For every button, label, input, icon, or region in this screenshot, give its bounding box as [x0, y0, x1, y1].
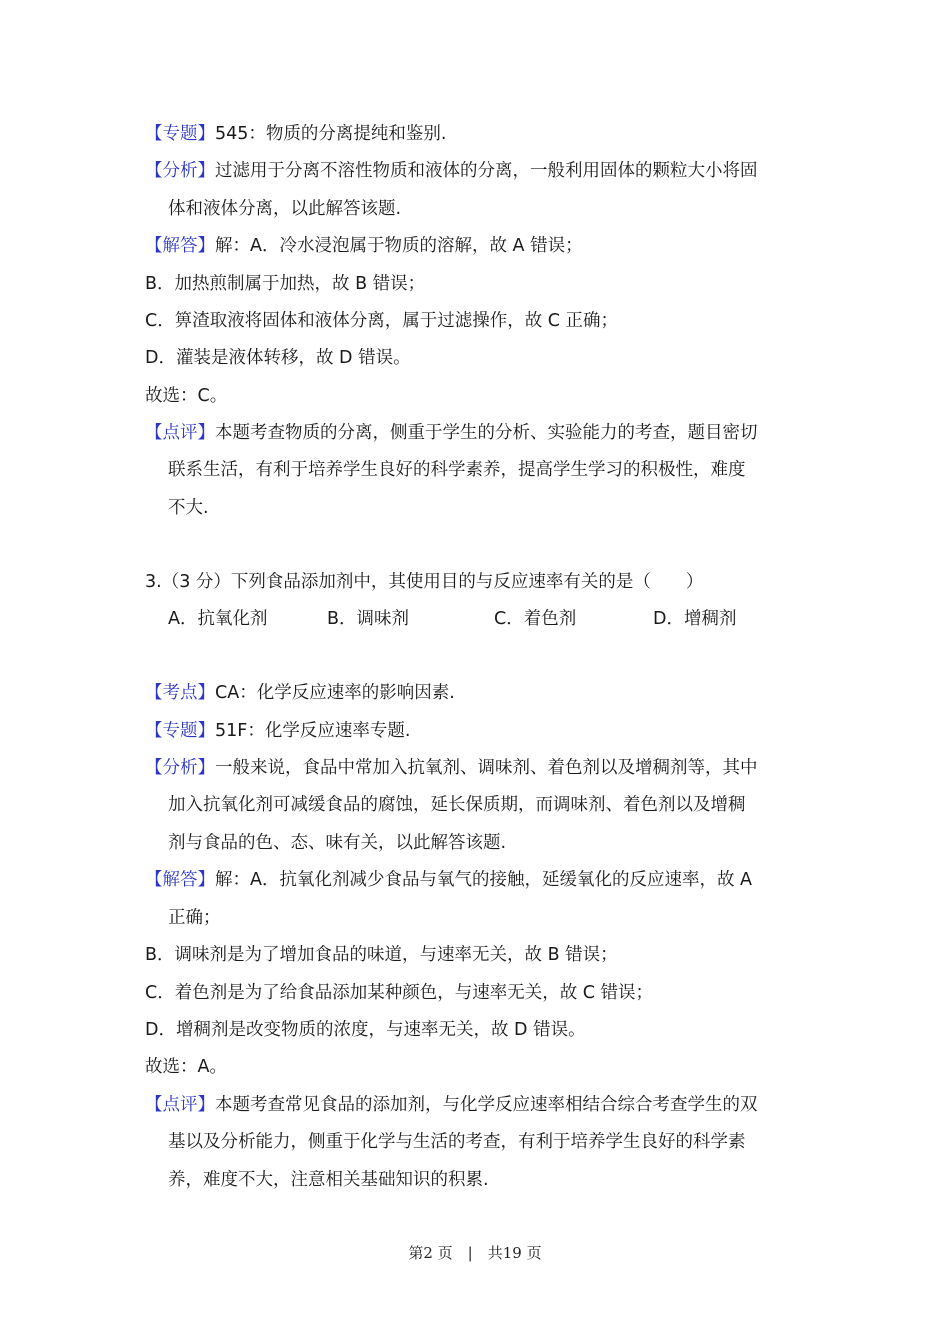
q3-answer-d: D．增稠剂是改变物质的浓度，与速率无关，故 D 错误。 — [145, 1020, 586, 1040]
jieda-tag: 【解答】 — [145, 870, 215, 890]
q3-jieda-line-2: 正确； — [168, 908, 221, 928]
q3-option-a: A．抗氧化剂 — [168, 609, 268, 629]
zhuanti-text: 545：物质的分离提纯和鉴别. — [215, 124, 447, 144]
q3-answer-b: B．调味剂是为了增加食品的味道，与速率无关，故 B 错误； — [145, 945, 618, 965]
kaodian-tag: 【考点】 — [145, 683, 215, 703]
q3-dianping-line-2: 基以及分析能力，侧重于化学与生活的考查，有利于培养学生良好的科学素 — [168, 1132, 746, 1152]
q3-dianping-line-3: 养，难度不大，注意相关基础知识的积累. — [168, 1170, 489, 1190]
q2-dianping-line-2: 联系生活，有利于培养学生良好的科学素养，提高学生学习的积极性，难度 — [168, 460, 746, 480]
q3-option-d: D．增稠剂 — [653, 609, 737, 629]
q2-dianping-line — [145, 420, 815, 446]
jieda-text: 解：A．抗氧化剂减少食品与氧气的接触，延缓氧化的反应速率，故 A — [215, 870, 753, 890]
jieda-text: 解：A．冷水浸泡属于物质的溶解，故 A 错误； — [215, 236, 583, 256]
q2-fenxi-line-2: 体和液体分离，以此解答该题. — [168, 199, 402, 219]
q3-jieda-line — [145, 867, 815, 893]
jieda-tag: 【解答】 — [145, 236, 215, 256]
q3-stem: 3.（3 分）下列食品添加剂中，其使用目的与反应速率有关的是（ ） — [145, 572, 704, 592]
dianping-text: 本题考查物质的分离，侧重于学生的分析、实验能力的考查，题目密切 — [215, 423, 758, 443]
q2-jieda-line — [145, 233, 815, 259]
dianping-text: 本题考查常见食品的添加剂，与化学反应速率相结合综合考查学生的双 — [215, 1095, 758, 1115]
zhuanti-tag: 【专题】 — [145, 124, 215, 144]
q3-answer-c: C．着色剂是为了给食品添加某种颜色，与速率无关，故 C 错误； — [145, 983, 654, 1003]
zhuanti-tag: 【专题】 — [145, 721, 215, 741]
q2-selection: 故选：C。 — [145, 386, 228, 406]
page-footer: 第2 页 | 共19 页 — [408, 1244, 542, 1262]
kaodian-text: CA：化学反应速率的影响因素. — [215, 683, 455, 703]
fenxi-text: 一般来说，食品中常加入抗氧剂、调味剂、着色剂以及增稠剂等，其中 — [215, 758, 758, 778]
q3-option-c: C．着色剂 — [494, 609, 577, 629]
q3-fenxi-line — [145, 755, 815, 781]
fenxi-tag: 【分析】 — [145, 161, 215, 181]
q2-answer-b: B．加热煎制属于加热，故 B 错误； — [145, 274, 426, 294]
q3-fenxi-line-3: 剂与食品的色、态、味有关，以此解答该题. — [168, 833, 507, 853]
fenxi-text: 过滤用于分离不溶性物质和液体的分离，一般利用固体的颗粒大小将固 — [215, 161, 758, 181]
q3-kaodian-line — [145, 680, 815, 706]
zhuanti-text: 51F：化学反应速率专题. — [215, 721, 411, 741]
q3-zhuanti-line — [145, 718, 815, 744]
q2-zhuanti-line — [145, 121, 815, 147]
q2-dianping-line-3: 不大. — [168, 498, 209, 518]
q2-fenxi-line — [145, 158, 815, 184]
q2-answer-c: C．箅渣取液将固体和液体分离，属于过滤操作，故 C 正确； — [145, 311, 619, 331]
q2-answer-d: D．灌装是液体转移，故 D 错误。 — [145, 348, 411, 368]
dianping-tag: 【点评】 — [145, 423, 215, 443]
q3-fenxi-line-2: 加入抗氧化剂可减缓食品的腐蚀，延长保质期，而调味剂、着色剂以及增稠 — [168, 795, 746, 815]
dianping-tag: 【点评】 — [145, 1095, 215, 1115]
fenxi-tag: 【分析】 — [145, 758, 215, 778]
q3-dianping-line — [145, 1092, 815, 1118]
q3-selection: 故选：A。 — [145, 1057, 227, 1077]
q3-option-b: B．调味剂 — [327, 609, 410, 629]
